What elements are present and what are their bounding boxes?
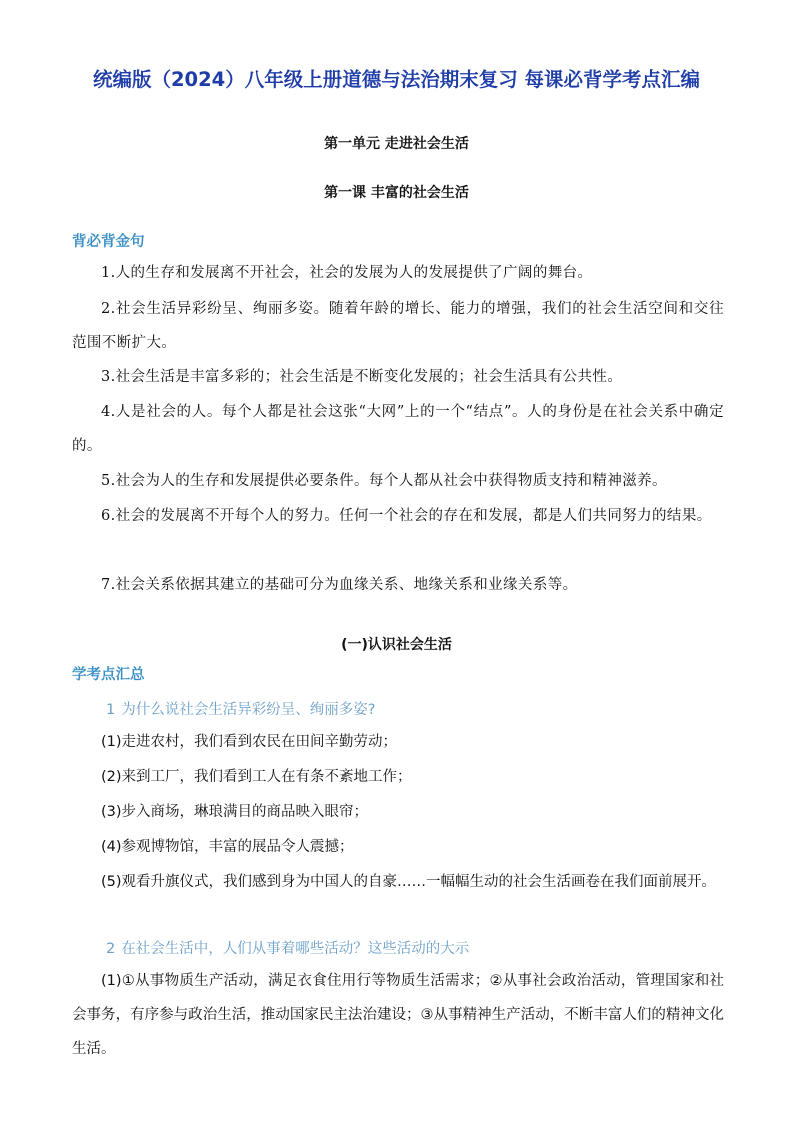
question-2-number: 2 [106,941,116,957]
q1-answer-5: (5)观看升旗仪式，我们感到身为中国人的自豪……一幅幅生动的社会生活画卷在我们面前展开。 [101,874,717,890]
must-memorize-label: 背必背金句 [72,234,145,250]
memorize-sentence-7: 7.社会关系依据其建立的基础可分为血缘关系、地缘关系和业缘关系等。 [101,577,578,593]
unit-heading: 第一单元 走进社会生活 [324,136,469,152]
memorize-sentence-5: 5.社会为人的生存和发展提供必要条件。每个人都从社会中获得物质支持和精神滋养。 [101,473,667,489]
memorize-sentence-3: 3.社会生活是丰富多彩的；社会生活是不断变化发展的；社会生活具有公共性。 [101,369,623,385]
memorize-sentence-1: 1.人的生存和发展离不开社会，社会的发展为人的发展提供了广阔的舞台。 [101,265,593,281]
q2-answer-1: (1)①从事物质生产活动，满足衣食住用行等物质生活需求；②从事社会政治活动，管理国家和社会事务，有序参与政治生活，推动国家民主法治建设；③从事精神生产活动，不断丰富人们的精神文化生活。 [72,973,724,1057]
question-1-text: 为什么说社会生活异彩纷呈、绚丽多姿? [121,702,376,718]
memorize-sentence-4: 4.人是社会的人。每个人都是社会这张“大网”上的一个“结点”。人的身份是在社会关系中确定的。 [72,404,724,454]
question-1-number: 1 [106,702,116,718]
q1-answer-1: (1)走进农村，我们看到农民在田间辛勤劳动； [101,734,398,750]
key-points-label: 学考点汇总 [72,667,145,683]
lesson-heading: 第一课 丰富的社会生活 [324,185,469,201]
question-1 [106,698,375,719]
memorize-sentence-6: 6.社会的发展离不开每个人的努力。任何一个社会的存在和发展，都是人们共同努力的结果。 [101,508,712,524]
section-heading: (一)认识社会生活 [341,637,452,653]
q1-answer-2: (2)来到工厂，我们看到工人在有条不紊地工作； [101,769,412,785]
q1-answer-3: (3)步入商场，琳琅满目的商品映入眼帘； [101,804,369,820]
memorize-sentence-2: 2.社会生活异彩纷呈、绚丽多姿。随着年龄的增长、能力的增强，我们的社会生活空间和交往范围不断扩大。 [72,301,724,351]
question-2-text: 在社会生活中，人们从事着哪些活动？这些活动的大示 [121,941,470,957]
question-2 [106,937,469,958]
q1-answer-4: (4)参观博物馆，丰富的展品令人震撼； [101,839,354,855]
document-title: 统编版（2024）八年级上册道德与法治期末复习 每课必背学考点汇编 [92,68,701,91]
